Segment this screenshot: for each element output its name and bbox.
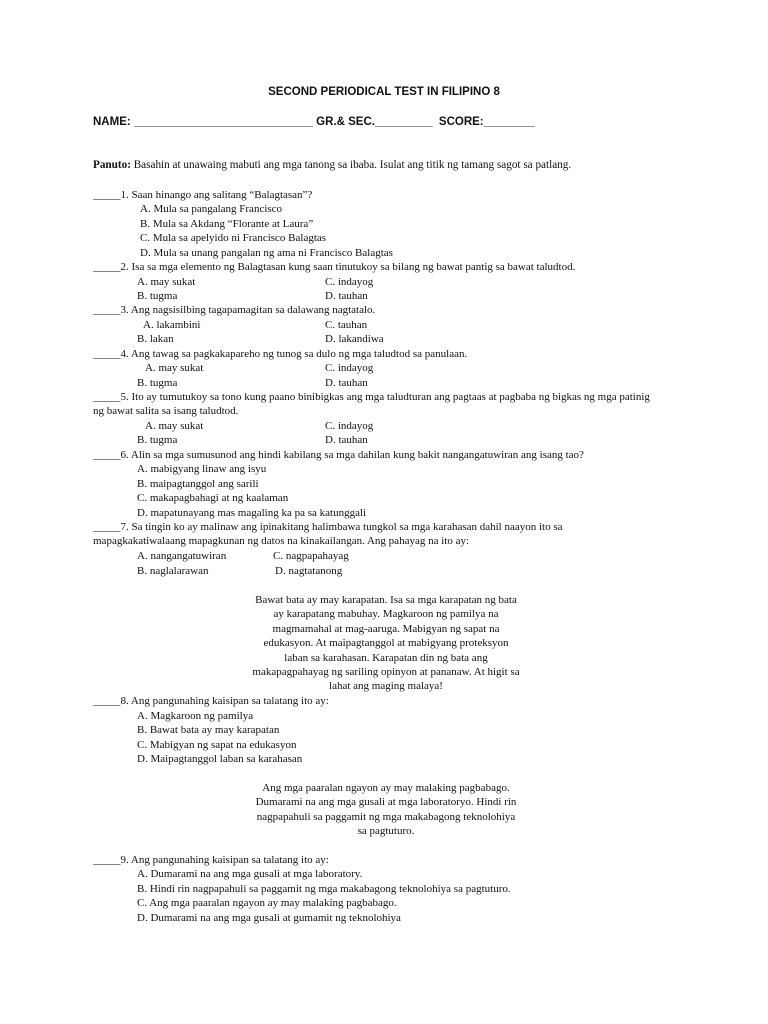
passage-line: lahat ang maging malaya! bbox=[329, 680, 443, 693]
q8-choice-d: D. Maipagtanggol laban sa karahasan bbox=[137, 753, 303, 765]
q5-choice-b: B. tugma bbox=[137, 434, 178, 446]
q6-choice-d: D. mapatunayang mas magaling ka pa sa katunggali bbox=[137, 507, 367, 519]
q1-choice-c: C. Mula sa apelyido ni Francisco Balagtas bbox=[140, 232, 327, 244]
q4-choice-c: C. indayog bbox=[325, 362, 374, 374]
question-2: _____2. Isa sa mga elemento ng Balagtasan kung saan tinutukoy sa bilang ng bawat pantig sa bawat taludtod. bbox=[93, 261, 576, 273]
q8-choice-c: C. Mabigyan ng sapat na edukasyon bbox=[137, 739, 297, 751]
passage-line: Ang mga paaralan ngayon ay may malaking pagbabago. bbox=[262, 782, 510, 794]
q9-choice-b: B. Hindi rin nagpapahuli sa paggamit ng mga makabagong teknolohiya sa pagtuturo. bbox=[137, 883, 511, 895]
passage-line: laban sa karahasan. Karapatan din ng bata ang bbox=[284, 651, 488, 664]
instructions-label: Panuto: bbox=[93, 159, 131, 171]
q1-choice-b: B. Mula sa Akdang “Florante at Laura” bbox=[140, 218, 314, 230]
question-8: _____8. Ang pangunahing kaisipan sa talatang ito ay: bbox=[93, 695, 329, 707]
passage-line: makapagpahayag ng sariling opinyon at pananaw. At higit sa bbox=[252, 666, 520, 679]
q4-choice-d: D. tauhan bbox=[325, 377, 368, 389]
q9-choice-d: D. Dumarami na ang mga gusali at gumamit ng teknolohiya bbox=[137, 912, 401, 924]
q3-choice-d: D. lakandiwa bbox=[325, 333, 384, 345]
q8-choice-a: A. Magkaroon ng pamilya bbox=[137, 710, 254, 722]
q1-choice-d: D. Mula sa unang pangalan ng ama ni Francisco Balagtas bbox=[140, 247, 393, 259]
q5-choice-c: C. indayog bbox=[325, 420, 374, 432]
reading-passage-1 bbox=[236, 593, 536, 694]
reading-passage-2 bbox=[236, 781, 536, 839]
question-5: _____5. Ito ay tumutukoy sa tono kung paano binibigkas ang mga taludturan ang pagtaas at pagbaba ng bigkas ng mga patinig ng bawat salita sa isang taludtod. bbox=[93, 391, 650, 418]
question-7: _____7. Sa tingin ko ay malinaw ang ipinakitang halimbawa tungkol sa mga karahasan dahil naayon ito sa mapagkakatiwalaang mapagkunan ng datos na kinakailangan. Ang pahayag na ito ay: bbox=[93, 521, 563, 548]
q7-choice-b: B. naglalarawan bbox=[137, 565, 209, 577]
question-4: _____4. Ang tawag sa pagkakapareho ng tunog sa dulo ng mga taludtod sa panulaan. bbox=[93, 348, 468, 360]
q3-choice-c: C. tauhan bbox=[325, 319, 368, 331]
q4-choice-a: A. may sukat bbox=[145, 362, 204, 374]
q5-choice-a: A. may sukat bbox=[145, 420, 204, 432]
q5-choice-d: D. tauhan bbox=[325, 434, 368, 446]
question-1: _____1. Saan hinango ang salitang “Balagtasan”? bbox=[93, 189, 313, 201]
instructions bbox=[93, 159, 571, 171]
student-info-line: NAME: ____________________________ GR.& SEC._________ SCORE:________ bbox=[93, 116, 535, 128]
q6-choice-c: C. makapagbahagi at ng kaalaman bbox=[137, 492, 289, 504]
q7-choice-d: D. nagtatanong bbox=[275, 565, 343, 577]
q7-choice-c: C. nagpapahayag bbox=[273, 550, 349, 562]
passage-line: Bawat bata ay may karapatan. Isa sa mga karapatan ng bata bbox=[255, 594, 517, 606]
q2-choice-a: A. may sukat bbox=[137, 276, 196, 288]
instructions-text: Basahin at unawaing mabuti ang mga tanong sa ibaba. Isulat ang titik ng tamang sagot sa patlang. bbox=[130, 159, 572, 171]
passage-line: ay karapatang mabuhay. Magkaroon ng pamilya na bbox=[273, 608, 499, 621]
q7-choice-a: A. nangangatuwiran bbox=[137, 550, 227, 562]
question-9: _____9. Ang pangunahing kaisipan sa talatang ito ay: bbox=[93, 854, 329, 866]
q6-choice-b: B. maipagtanggol ang sarili bbox=[137, 478, 259, 490]
passage-line: Dumarami na ang mga gusali at mga laboratoryo. Hindi rin bbox=[255, 796, 517, 809]
question-3: _____3. Ang nagsisilbing tagapamagitan sa dalawang nagtatalo. bbox=[93, 304, 376, 316]
q8-choice-b: B. Bawat bata ay may karapatan bbox=[137, 724, 280, 736]
q2-choice-c: C. indayog bbox=[325, 276, 374, 288]
q4-choice-b: B. tugma bbox=[137, 377, 178, 389]
q9-choice-c: C. Ang mga paaralan ngayon ay may malaking pagbabago. bbox=[137, 897, 397, 909]
page-title: SECOND PERIODICAL TEST IN FILIPINO 8 bbox=[268, 86, 500, 98]
passage-line: edukasyon. At maipagtanggol at mabigyang proteksyon bbox=[263, 637, 509, 650]
q1-choice-a: A. Mula sa pangalang Francisco bbox=[140, 203, 283, 215]
q3-choice-a: A. lakambini bbox=[143, 319, 201, 331]
question-6: _____6. Alin sa mga sumusunod ang hindi kabilang sa mga dahilan kung bakit nangangatuwiran ang isang tao? bbox=[93, 449, 584, 461]
q2-choice-b: B. tugma bbox=[137, 290, 178, 302]
q9-choice-a: A. Dumarami na ang mga gusali at mga laboratory. bbox=[137, 868, 363, 880]
passage-line: nagpapahuli sa paggamit ng mga makabagong teknolohiya bbox=[256, 810, 516, 823]
passage-line: sa pagtuturo. bbox=[357, 825, 415, 838]
q2-choice-d: D. tauhan bbox=[325, 290, 368, 302]
passage-line: magmamahal at mag-aaruga. Mabigyan ng sapat na bbox=[272, 622, 500, 635]
q3-choice-b: B. lakan bbox=[137, 333, 174, 345]
q6-choice-a: A. mabigyang linaw ang isyu bbox=[137, 463, 267, 475]
